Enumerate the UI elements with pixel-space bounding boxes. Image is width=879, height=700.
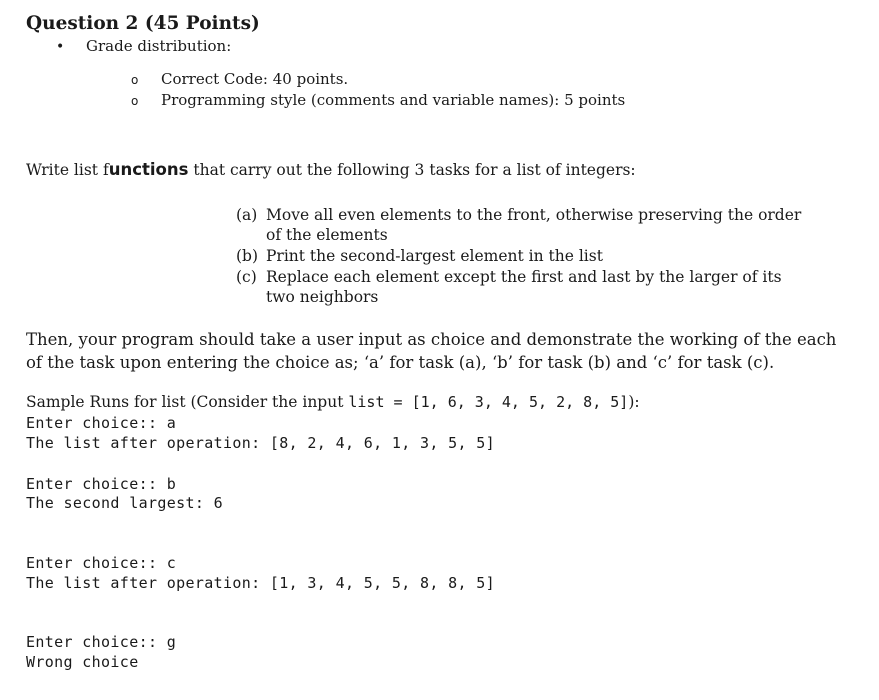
- sample-list-code: list = [1, 6, 3, 4, 5, 2, 8, 5]: [348, 393, 629, 411]
- grade-distribution-label: Grade distribution:: [86, 37, 232, 55]
- grade-item-correct-code: [131, 70, 348, 88]
- task-a: [236, 205, 806, 245]
- grade-distribution-bullet: [56, 37, 231, 55]
- run-a-output: The list after operation: [8, 2, 4, 6, 1, 3, 5, 5]: [26, 434, 496, 452]
- circle-bullet-icon: o: [131, 73, 139, 87]
- run-g-output: Wrong choice: [26, 653, 139, 671]
- task-label: (c): [236, 268, 257, 286]
- intro-prefix: Write list f: [26, 161, 109, 179]
- sample-prefix: Sample Runs for list (Consider the input: [26, 393, 349, 411]
- question-title: Question 2 (45 Points): [26, 13, 260, 34]
- grade-item-text: Programming style (comments and variable names): 5 points: [161, 91, 626, 109]
- sample-suffix: ):: [628, 393, 640, 411]
- intro-bold: unctions: [108, 160, 189, 179]
- task-b: [236, 246, 806, 266]
- run-c-input: Enter choice:: c: [26, 554, 177, 572]
- circle-bullet-icon: o: [131, 94, 139, 108]
- run-a-input: Enter choice:: a: [26, 414, 177, 432]
- run-c-output: The list after operation: [1, 3, 4, 5, 5, 8, 8, 5]: [26, 574, 496, 592]
- bullet-icon: •: [56, 39, 65, 55]
- grade-item-programming-style: [131, 91, 625, 109]
- run-b-output: The second largest: 6: [26, 494, 223, 512]
- grade-item-text: Correct Code: 40 points.: [161, 70, 349, 88]
- run-g-input: Enter choice:: g: [26, 633, 177, 651]
- task-c: [236, 267, 806, 307]
- task-text: Replace each element except the first and last by the larger of its two neighbors: [266, 268, 782, 306]
- task-text: Move all even elements to the front, otherwise preserving the order of the elements: [266, 206, 802, 244]
- task-intro: [26, 160, 636, 179]
- task-label: (b): [236, 247, 259, 265]
- task-label: (a): [236, 206, 258, 224]
- sample-runs-intro: [26, 393, 640, 411]
- task-text: Print the second-largest element in the list: [266, 247, 603, 265]
- intro-suffix: that carry out the following 3 tasks for a list of integers:: [188, 161, 636, 179]
- run-b-input: Enter choice:: b: [26, 475, 177, 493]
- instructions-paragraph: Then, your program should take a user input as choice and demonstrate the working of the each of the task upon entering the choice as; ‘a’ for task (a), ‘b’ for task (b) and ‘c’ for task (c).: [26, 330, 837, 372]
